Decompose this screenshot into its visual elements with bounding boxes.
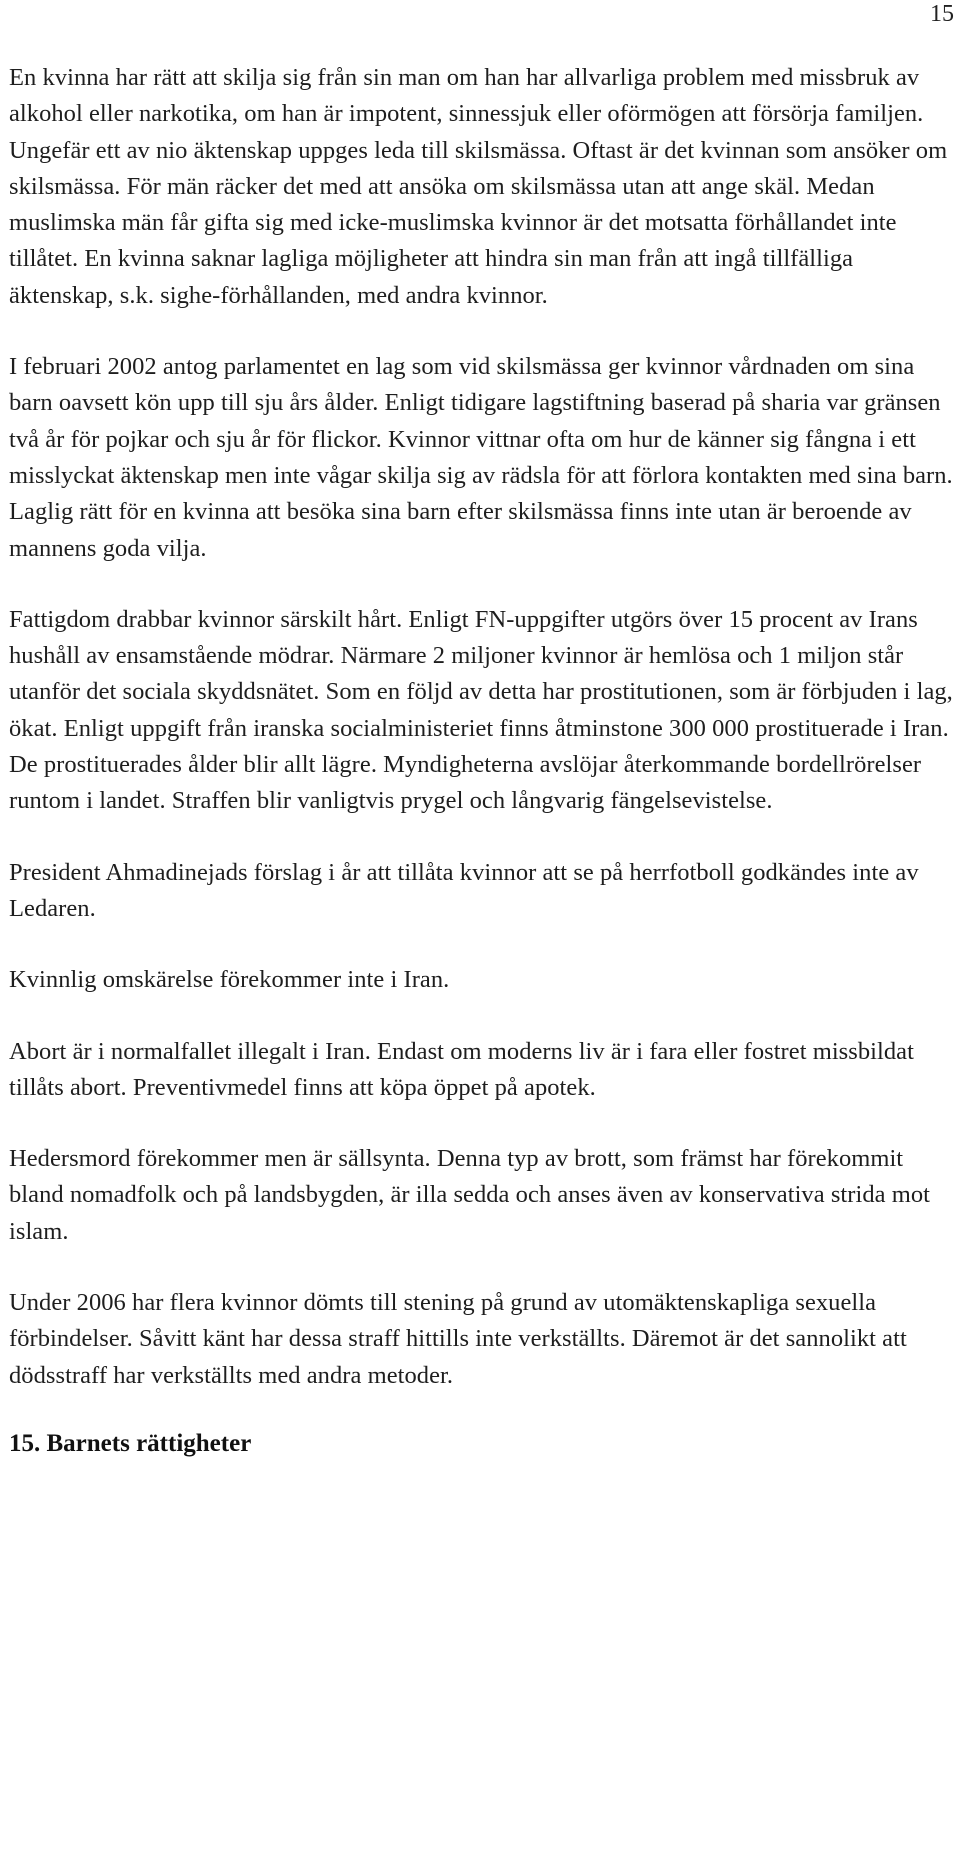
page-number: 15 <box>930 1 954 27</box>
paragraph-divorce-rights: En kvinna har rätt att skilja sig från sin man om han har allvarliga problem med missbruk av alkohol eller narkotika, om han är impotent, sinnessjuk eller oförmögen att försörja familjen. Ungefär ett av nio äktenskap uppges leda till skilsmässa. Oftast är det kvinnan som ansöker om skilsmässa. För män räcker det med att ansöka om skilsmässa utan att ange skäl. Medan muslimska män får gifta sig med icke-muslimska kvinnor är det motsatta förhållandet inte tillåtet. En kvinna saknar lagliga möjligheter att hindra sin man från att ingå tillfälliga äktenskap, s.k. sighe-förhållanden, med andra kvinnor. <box>9 64 948 309</box>
paragraph-circumcision: Kvinnlig omskärelse förekommer inte i Iran. <box>9 966 450 994</box>
paragraph-poverty: Fattigdom drabbar kvinnor särskilt hårt. Enligt FN-uppgifter utgörs över 15 procent av Irans hushåll av ensamstående mödrar. Närmare 2 miljoner kvinnor är hemlösa och 1 miljon står utanför det sociala skyddsnätet. Som en följd av detta har prostitutionen, som är förbjuden i lag, ökat. Enligt uppgift från iranska socialministeriet finns åtminstone 300 000 prostituerade i Iran. De prostituerades ålder blir allt lägre. Myndigheterna avslöjar återkommande bordellrörelser runtom i landet. Straffen blir vanligtvis prygel och långvarig fängelsevistelse. <box>9 605 953 815</box>
document-body <box>9 60 957 1459</box>
paragraph-stoning: Under 2006 har flera kvinnor dömts till stening på grund av utomäktenskapliga sexuella förbindelser. Såvitt känt har dessa straff hittills inte verkställts. Däremot är det sannolikt att dödsstraff har verkställts med andra metoder. <box>9 1289 907 1389</box>
paragraph-custody-law: I februari 2002 antog parlamentet en lag som vid skilsmässa ger kvinnor vårdnaden om sina barn oavsett kön upp till sju års ålder. Enligt tidigare lagstiftning baserad på sharia var gränsen två år för pojkar och sju år för flickor. Kvinnor vittnar ofta om hur de känner sig fångna i ett misslyckat äktenskap men inte vågar skilja sig av rädsla för att förlora kontakten med sina barn. Laglig rätt för en kvinna att besöka sina barn efter skilsmässa finns inte utan är beroende av mannens goda vilja. <box>9 353 953 562</box>
section-heading: 15. Barnets rättigheter <box>9 1429 252 1457</box>
paragraph-football-proposal: President Ahmadinejads förslag i år att tillåta kvinnor att se på herrfotboll godkändes inte av Ledaren. <box>9 858 919 922</box>
paragraph-honor-killings: Hedersmord förekommer men är sällsynta. Denna typ av brott, som främst har förekommit bland nomadfolk och på landsbygden, är illa sedda och anses även av konservativa strida mot islam. <box>9 1145 930 1245</box>
paragraph-abortion: Abort är i normalfallet illegalt i Iran. Endast om moderns liv är i fara eller fostret missbildat tillåts abort. Preventivmedel finns att köpa öppet på apotek. <box>9 1037 914 1101</box>
